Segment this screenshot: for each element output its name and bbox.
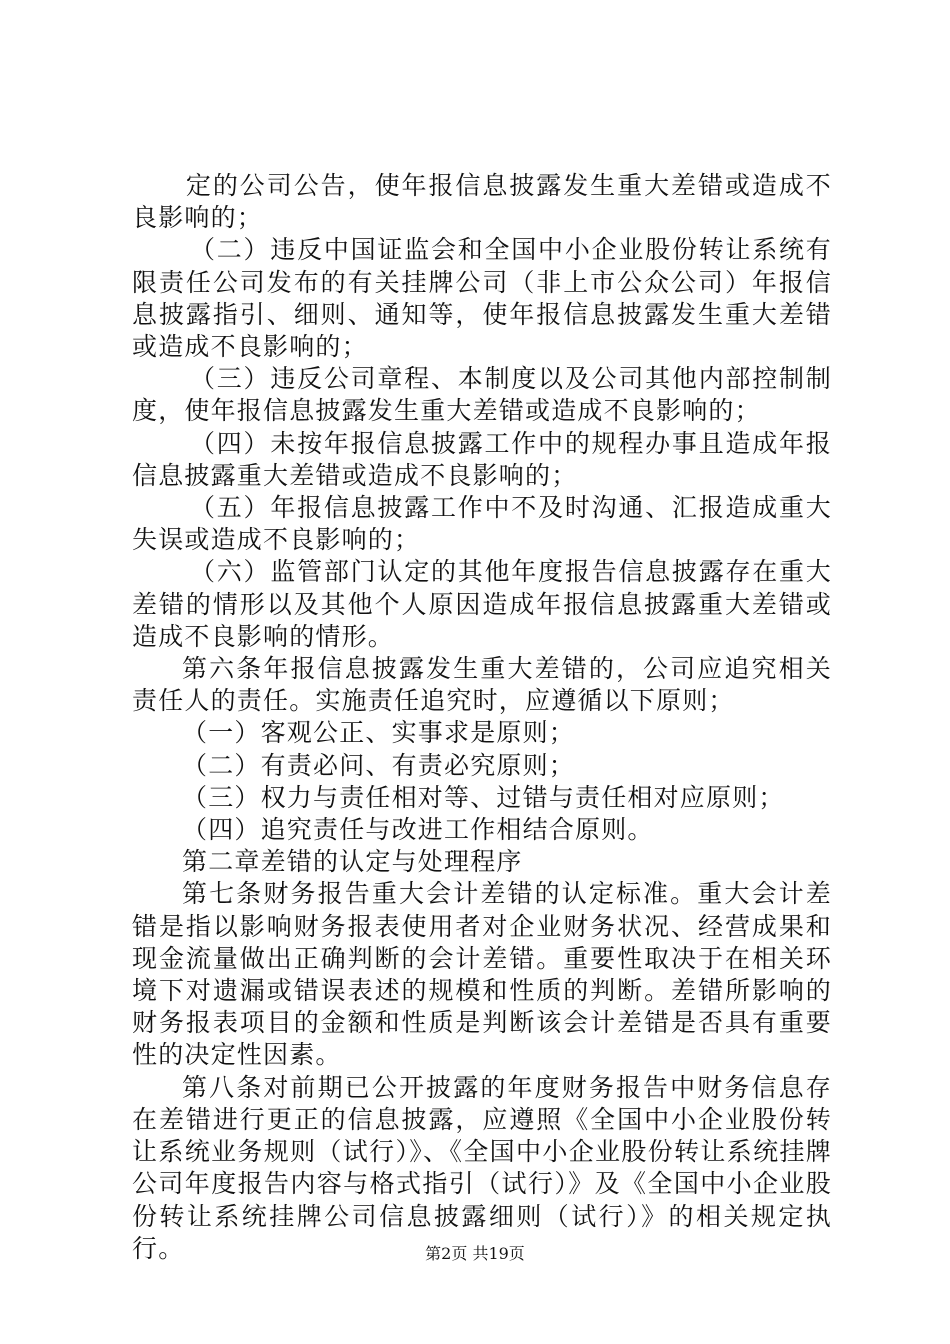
paragraph-item-3: （三）违反公司章程、本制度以及公司其他内部控制制度，使年报信息披露发生重大差错或造成不良影响的；	[132, 364, 832, 426]
paragraph-principle-2: （二）有责必问、有责必究原则；	[182, 750, 576, 780]
page-footer: 第2页 共19页	[425, 1244, 525, 1263]
paragraph-article-7: 第七条财务报告重大会计差错的认定标准。重大会计差错是指以影响财务报表使用者对企业财务状况、经营成果和现金流量做出正确判断的会计差错。重要性取决于在相关环境下对遗漏或错误表述的规模和性质的判断。差错所影响的财务报表项目的金额和性质是判断该会计差错是否具有重要性的决定性因素。	[132, 879, 832, 1070]
paragraph-principle-3: （三）权力与责任相对等、过错与责任相对应原则；	[182, 782, 785, 812]
paragraph-item-6: （六）监管部门认定的其他年度报告信息披露存在重大差错的情形以及其他个人原因造成年报信息披露重大差错或造成不良影响的情形。	[132, 557, 832, 651]
paragraph-article-6: 第六条年报信息披露发生重大差错的，公司应追究相关责任人的责任。实施责任追究时，应遵循以下原则；	[132, 654, 832, 716]
paragraph-item-2: （二）违反中国证监会和全国中小企业股份转让系统有限责任公司发布的有关挂牌公司（非上市公众公司）年报信息披露指引、细则、通知等，使年报信息披露发生重大差错或造成不良影响的；	[132, 235, 832, 362]
paragraph-principle-4: （四）追究责任与改进工作相结合原则。	[182, 815, 654, 845]
document-body	[132, 170, 832, 1265]
paragraph-item-4: （四）未按年报信息披露工作中的规程办事且造成年报信息披露重大差错或造成不良影响的；	[132, 428, 832, 490]
paragraph-item-5: （五）年报信息披露工作中不及时沟通、汇报造成重大失误或造成不良影响的；	[132, 493, 832, 555]
paragraph-principle-1: （一）客观公正、实事求是原则；	[182, 718, 576, 748]
paragraph-continuation: 定的公司公告，使年报信息披露发生重大差错或造成不良影响的；	[132, 171, 832, 233]
paragraph-article-8: 第八条对前期已公开披露的年度财务报告中财务信息存在差错进行更正的信息披露，应遵照《全国中小企业股份转让系统业务规则（试行）》、《全国中小企业股份转让系统挂牌公司年度报告内容与格式指引（试行）》及《全国中小企业股份转让系统挂牌公司信息披露细则（试行）》的相关规定执行。	[132, 1072, 832, 1263]
chapter-heading: 第二章差错的认定与处理程序	[182, 847, 523, 877]
